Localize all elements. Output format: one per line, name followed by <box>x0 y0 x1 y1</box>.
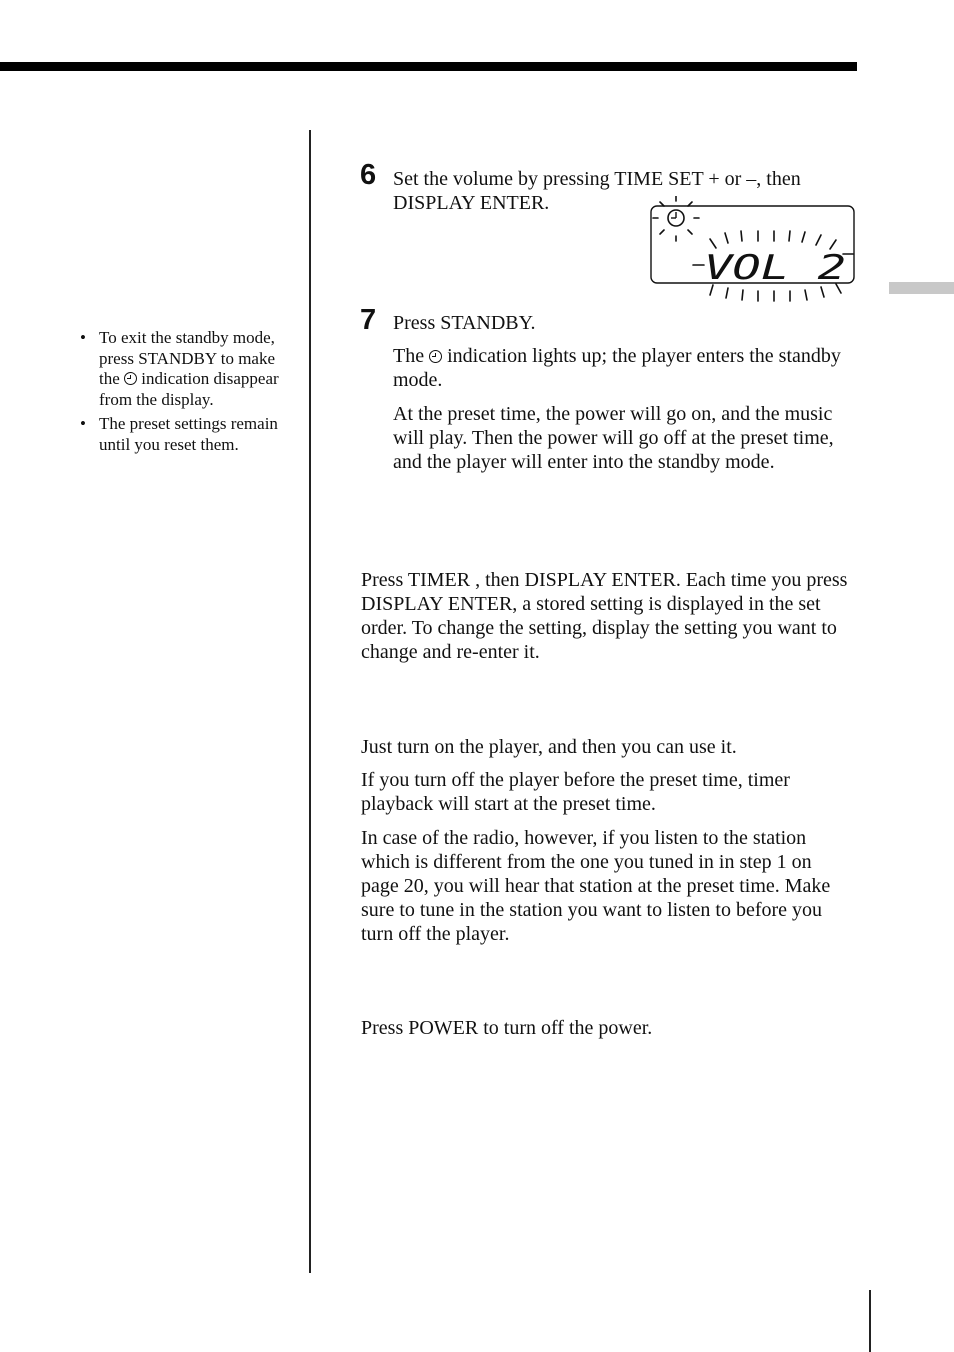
header-rule <box>0 62 857 71</box>
step-number: 6 <box>360 159 377 191</box>
step-6-text: Set the volume by pressing TIME SET + or –, then DISPLAY ENTER. <box>393 168 801 214</box>
note-item <box>80 414 295 455</box>
footer-divider <box>869 1290 871 1352</box>
clock-icon <box>668 210 684 226</box>
use-paragraph: In case of the radio, however, if you listen to the station which is different from the one you tuned in in step 1 on page 20, you will hear that station at the preset time. Make sure to tune in the station you want to listen to before you turn off the player. <box>361 827 831 945</box>
step-7-detail-2: At the preset time, the power will go on, and the music will play. Then the power will go off at the preset time, and the player will enter into the standby mode. <box>393 403 834 473</box>
bullet: • <box>80 414 86 433</box>
use-paragraph: Just turn on the player, and then you can use it. <box>361 736 737 758</box>
clock-icon <box>429 350 442 363</box>
note-text: The preset settings remain until you reset them. <box>99 414 278 454</box>
clock-icon <box>124 372 137 385</box>
column-divider <box>309 130 311 1273</box>
stop-text: Press POWER to turn off the power. <box>361 1017 653 1039</box>
note-text: indication disappear from the display. <box>99 369 279 409</box>
lcd-display <box>640 196 860 308</box>
use-paragraph: If you turn off the player before the preset time, timer playback will start at the preset time. <box>361 769 790 815</box>
detail-text: indication lights up; the player enters the standby mode. <box>393 345 841 391</box>
check-settings-text: Press TIMER , then DISPLAY ENTER. Each time you press DISPLAY ENTER, a stored setting is displayed in the set order. To change the setting, display the setting you want to change and re-enter it. <box>361 569 848 663</box>
lcd-text: VOL 2 <box>704 248 846 288</box>
note-text: To exit the standby mode, press STANDBY to make the <box>99 328 276 388</box>
sidebar-notes <box>80 328 295 459</box>
bullet: • <box>80 328 86 347</box>
section-tab <box>889 282 954 294</box>
detail-text: The <box>393 345 430 367</box>
step-number: 7 <box>360 304 377 336</box>
note-item <box>80 328 295 410</box>
step-7-text: Press STANDBY. <box>393 312 536 334</box>
step-7-detail <box>393 344 848 392</box>
